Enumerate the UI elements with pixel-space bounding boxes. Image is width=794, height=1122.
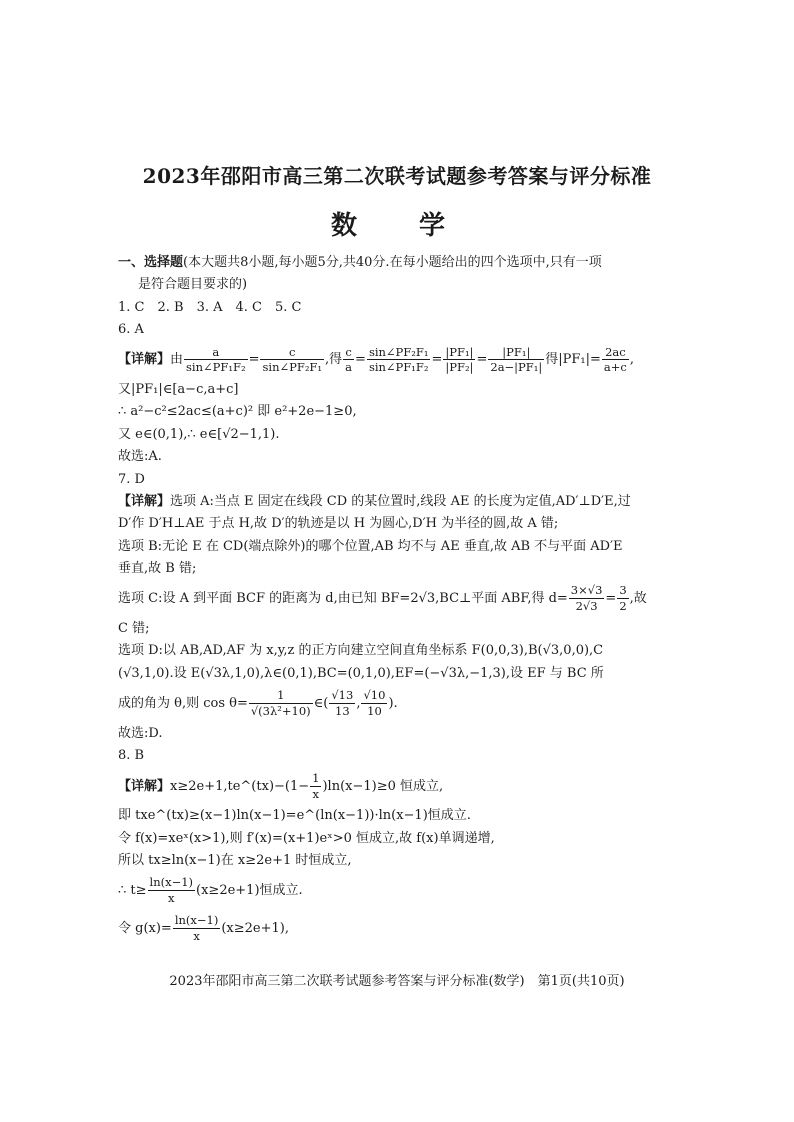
q6-answer: 6. A <box>118 322 144 338</box>
detail-tag: 【详解】 <box>118 493 171 509</box>
denominator: |PF₂| <box>445 360 474 375</box>
text: ∴ t≥ <box>118 883 147 899</box>
fraction <box>329 688 355 719</box>
denominator: x <box>312 786 320 801</box>
q8-line-2: 即 txe^(tx)≥(x−1)ln(x−1)=e^(ln(x−1))·ln(x−1)恒成立. <box>118 808 471 824</box>
numerator: ln(x−1) <box>149 875 194 890</box>
text: (x≥2e+1)恒成立. <box>196 883 303 899</box>
text: 得|PF₁|= <box>545 352 601 368</box>
q6-line-1: 【详解】由 $\frac{a}{\text{sin∠PF₁F₂}}$ = $\frac{c}{\text{sin∠PF₂F₁}}$ ,得 $\frac{c}{a}$ = $\frac{\text{sin∠PF₂F₁}}{\text{sin∠PF₁F₂}}$ = $\frac{\text{|PF₁|}}{\text{|PF₂|}}$ = $\frac{\text{|PF₁|}}{\text{2a−|PF₁|}}$ 得|PF₁|= $\frac{2ac}{a+c}$ , <box>118 344 634 375</box>
denominator: 2√3 <box>575 599 598 614</box>
numerator: 3 <box>619 583 627 598</box>
q7-answer: 7. D <box>118 471 145 487</box>
q8-answer: 8. B <box>118 748 145 764</box>
fraction <box>310 771 321 802</box>
q6-line-4: 又 e∈(0,1),∴ e∈[√2−1,1). <box>118 426 280 442</box>
denominator: x <box>193 928 200 943</box>
text: 选项 A:当点 E 固定在线段 CD 的某位置时,线段 AE 的长度为定值,AD′⊥D′E,过 <box>170 493 631 509</box>
numerator: 1 <box>249 688 313 704</box>
denominator: a <box>345 360 353 375</box>
q6-line-5: 故选:A. <box>118 449 162 465</box>
denominator: 10 <box>367 704 382 719</box>
q7-line-5: 选项 C:设 A 到平面 BCF 的距离为 d,由已知 BF=2√3,BC⊥平面 ABF,得 d= $\frac{3\times√3}{2√3}$ = $\frac{3}{2}$ ,故 <box>118 583 647 614</box>
denominator: 2 <box>619 599 627 614</box>
fraction <box>361 688 387 719</box>
q7-line-6: C 错; <box>118 621 150 637</box>
numerator: √13 <box>331 688 354 703</box>
numerator: 1 <box>312 770 320 785</box>
q7-line-2: D′作 D′H⊥AE 于点 H,故 D′的轨迹是以 H 为圆心,D′H 为半径的圆,故 A 错; <box>118 516 559 532</box>
fraction <box>617 583 628 614</box>
denominator: √(3λ²+10) <box>250 704 311 719</box>
numerator: c <box>343 345 354 361</box>
denominator: sin∠PF₂F₁ <box>262 360 323 375</box>
fraction <box>443 345 475 376</box>
numerator: a <box>184 345 248 361</box>
fraction <box>184 345 248 376</box>
q6-line-3: ∴ a²−c²≤2ac≤(a+c)² 即 e²+2e−1≥0, <box>118 404 357 420</box>
fraction <box>343 345 354 376</box>
page-footer: 2023年邵阳市高三第二次联考试题参考答案与评分标准(数学) 第1页(共10页) <box>169 974 625 989</box>
denominator: a+c <box>603 360 627 375</box>
section-intro-cont: 是符合题目要求的) <box>138 277 248 293</box>
fraction <box>173 913 221 944</box>
text: 选项 C:设 A 到平面 BCF 的距离为 d,由已知 BF=2√3,BC⊥平面 ABF,得 d= <box>118 591 568 607</box>
q8-line-6 <box>118 910 678 948</box>
denominator: 13 <box>335 704 350 719</box>
fraction <box>367 345 431 376</box>
fraction <box>249 688 313 719</box>
section-heading: 一、选择题 <box>118 255 184 270</box>
denominator: x <box>168 891 175 906</box>
q7-line-8: (√3,1,0).设 E(√3λ,1,0),λ∈(0,1),BC=(0,1,0),EF=(−√3λ,−1,3),设 EF 与 BC 所 <box>118 665 604 681</box>
numerator: |PF₁| <box>445 344 474 359</box>
numerator: ln(x−1) <box>174 913 219 928</box>
numerator: 2ac <box>602 345 629 361</box>
text: 成的角为 θ,则 cos θ= <box>118 696 248 712</box>
q7-line-9: 成的角为 θ,则 cos θ= $\frac{1}{\text{√(3λ²+10)}}$ ∈( $\frac{√13}{13}$ , $\frac{√10}{10}$ ). <box>118 688 398 719</box>
fraction <box>148 875 196 906</box>
text: ∈( <box>313 696 329 712</box>
text: ,故 <box>629 591 647 607</box>
numerator: 3×√3 <box>570 583 603 598</box>
q7-line-7: 选项 D:以 AB,AD,AF 为 x,y,z 的正方向建立空间直角坐标系 F(0,0,3),B(√3,0,0),C <box>118 643 604 659</box>
text: )ln(x−1)≥0 恒成立, <box>322 778 444 794</box>
q8-line-4: 所以 tx≥ln(x−1)在 x≥2e+1 时恒成立, <box>118 852 352 868</box>
numerator: sin∠PF₂F₁ <box>368 344 429 359</box>
text: (x≥2e+1), <box>221 920 289 936</box>
q7-line-3: 选项 B:无论 E 在 CD(端点除外)的哪个位置,AB 均不与 AE 垂直,故 AB 不与平面 AD′E <box>118 538 623 554</box>
fraction <box>602 345 629 376</box>
numerator: |PF₁| <box>488 345 544 361</box>
q7-line-10: 故选:D. <box>118 725 163 741</box>
section-intro-text: (本大题共8小题,每小题5分,共40分.在每小题给出的四个选项中,只有一项 <box>183 255 602 270</box>
subject-heading: 数 学 <box>330 211 463 241</box>
numerator: c <box>260 345 324 361</box>
denominator: 2a−|PF₁| <box>490 360 543 375</box>
section-intro <box>118 252 678 274</box>
q6-line-2: 又|PF₁|∈[a−c,a+c] <box>118 382 239 398</box>
fraction <box>569 583 605 614</box>
detail-tag: 【详解】 <box>118 352 171 368</box>
q8-line-5 <box>118 872 678 910</box>
text: 由 <box>170 352 184 368</box>
q7-line-1 <box>118 491 678 513</box>
q8-line-3: 令 f(x)=xeˣ(x>1),则 f′(x)=(x+1)eˣ>0 恒成立,故 f(x)单调递增, <box>118 830 495 846</box>
text: ). <box>388 696 398 712</box>
denominator: sin∠PF₁F₂ <box>368 360 429 375</box>
detail-tag: 【详解】 <box>118 778 171 794</box>
text: x≥2e+1,te^(tx)−(1− <box>170 778 310 794</box>
q8-line-1 <box>118 768 678 806</box>
text: 令 g(x)= <box>118 920 172 936</box>
numerator: √10 <box>363 688 386 703</box>
q7-line-4: 垂直,故 B 错; <box>118 561 197 576</box>
fraction <box>488 345 544 376</box>
fraction <box>260 345 324 376</box>
denominator: sin∠PF₁F₂ <box>186 360 246 375</box>
text: ,得 <box>325 352 343 368</box>
page-title: 2023年邵阳市高三第二次联考试题参考答案与评分标准 <box>142 164 652 188</box>
answer-content <box>118 252 678 948</box>
answers-1-5: 1. C 2. B 3. A 4. C 5. C <box>118 299 302 315</box>
